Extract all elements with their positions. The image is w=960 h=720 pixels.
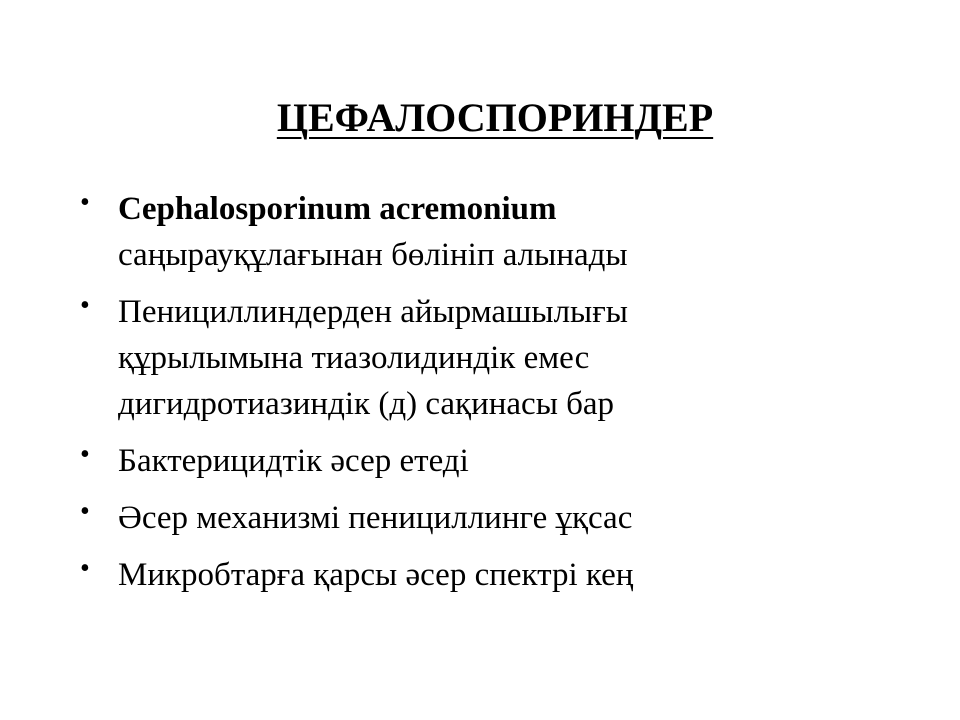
- bullet-text-4: Әсер механизмі пенициллинге ұқсас: [118, 500, 633, 536]
- bullet-list: [80, 186, 920, 598]
- bullet-text-3: Бактерицидтік әсер етеді: [118, 443, 469, 479]
- bullet-text-2: Пенициллиндерден айырмашылығы құрылымына тиазолидиндік емес дигидротиазиндік (д) сақинасы бар: [118, 294, 628, 422]
- bullet-icon: •: [80, 496, 90, 527]
- bullet-icon: •: [80, 187, 90, 218]
- bullet-item-4: [80, 495, 920, 541]
- bullet-item-2: [80, 289, 920, 427]
- bullet-icon: •: [80, 553, 90, 584]
- bullet-text-1-rest: саңырауқұлағынан бөлініп алынады: [118, 237, 628, 273]
- bullet-text-5: Микробтарға қарсы әсер спектрі кең: [118, 557, 634, 593]
- bullet-icon: •: [80, 290, 90, 321]
- slide-title: ЦЕФАЛОСПОРИНДЕР: [276, 95, 714, 140]
- bullet-item-1: [80, 186, 920, 278]
- bullet-text-1: [118, 186, 920, 278]
- bullet-icon: •: [80, 439, 90, 470]
- bullet-bold-text: Cephalosporinum acremonium: [118, 191, 557, 227]
- bullet-item-5: [80, 552, 920, 598]
- bullet-item-3: [80, 438, 920, 484]
